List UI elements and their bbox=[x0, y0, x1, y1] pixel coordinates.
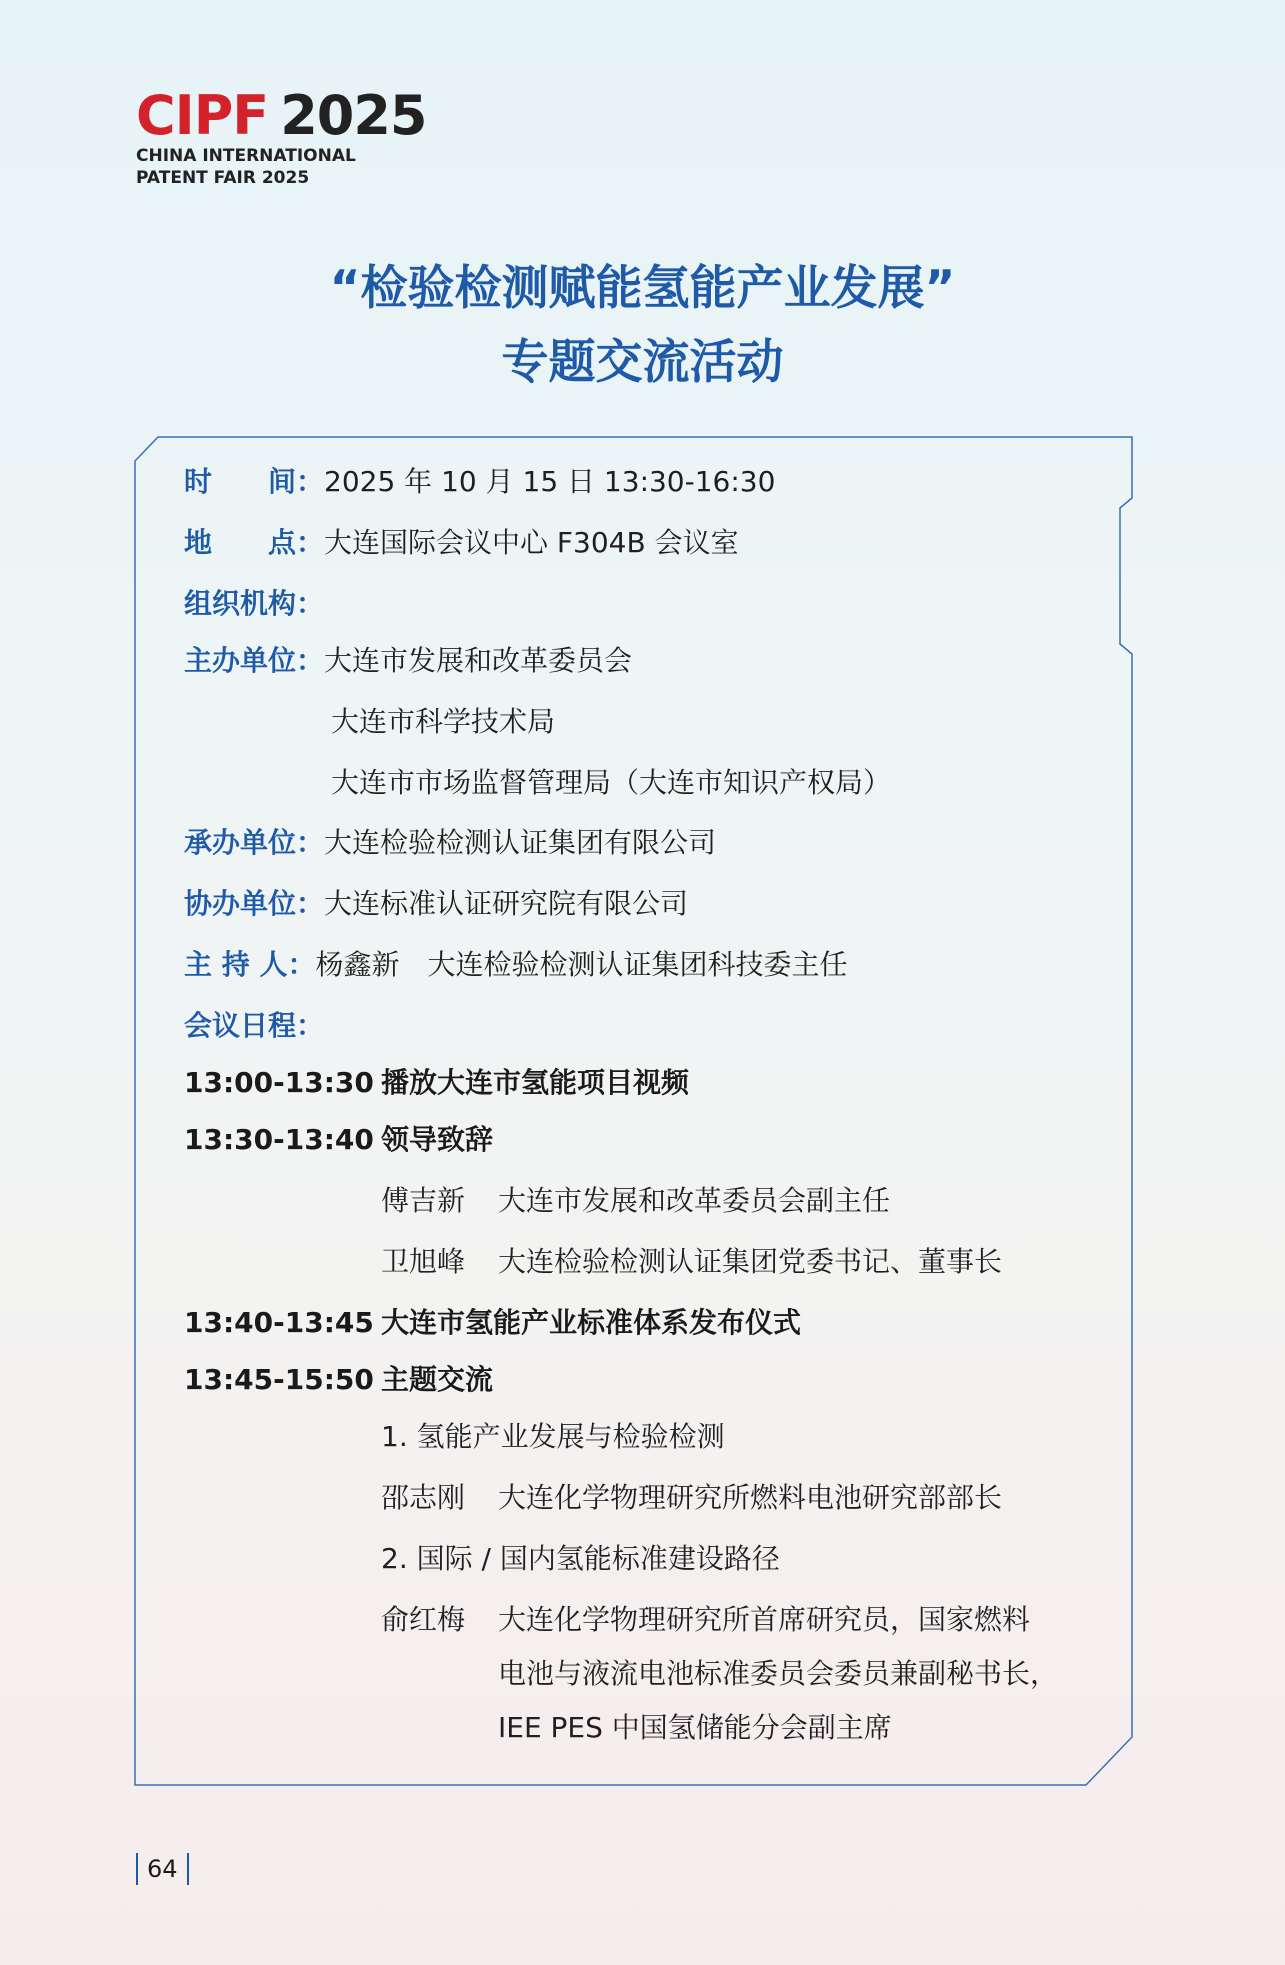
event-title-line2: 专题交流活动 bbox=[501, 335, 784, 390]
place-label: 地 点： bbox=[184, 526, 325, 559]
undertaker-value: 大连检验检测认证集团有限公司 bbox=[324, 826, 717, 859]
host-label: 主办单位： bbox=[184, 644, 325, 677]
moderator-name: 杨鑫新 bbox=[315, 948, 400, 981]
topic-item: 2. 国际 / 国内氢能标准建设路径 bbox=[381, 1542, 780, 1575]
agenda-title: 播放大连市氢能项目视频 bbox=[381, 1066, 690, 1099]
agenda-time: 13:45-15:50 bbox=[184, 1363, 374, 1396]
place-row bbox=[184, 525, 739, 561]
speaker-name: 俞红梅 bbox=[381, 1603, 466, 1636]
co-organizer-row bbox=[184, 886, 688, 922]
host-row bbox=[184, 643, 632, 679]
speaker-role: 大连市发展和改革委员会副主任 bbox=[498, 1184, 891, 1217]
host-item: 大连市科学技术局 bbox=[331, 705, 556, 738]
content-frame bbox=[134, 436, 1135, 1786]
time-value: 2025 年 10 月 15 日 13:30-16:30 bbox=[324, 465, 776, 498]
agenda-time: 13:40-13:45 bbox=[184, 1306, 374, 1339]
speaker-role: 大连化学物理研究所燃料电池研究部部长 bbox=[498, 1481, 1003, 1514]
time-label: 时 间： bbox=[184, 465, 325, 498]
agenda-title: 领导致辞 bbox=[381, 1123, 494, 1156]
agenda-label: 会议日程： bbox=[184, 1009, 325, 1042]
logo-subtitle-line1: CHINA INTERNATIONAL bbox=[136, 146, 356, 166]
undertaker-label: 承办单位： bbox=[184, 826, 325, 859]
moderator-title: 大连检验检测认证集团科技委主任 bbox=[427, 948, 848, 981]
agenda-time: 13:00-13:30 bbox=[184, 1066, 374, 1099]
logo-wordmark bbox=[136, 84, 427, 147]
agenda-time: 13:30-13:40 bbox=[184, 1123, 374, 1156]
speaker-role-line: IEE PES 中国氢储能分会副主席 bbox=[498, 1711, 892, 1744]
speaker-role-line: 电池与液流电池标准委员会委员兼副秘书长， bbox=[498, 1657, 1059, 1690]
cipf-logo bbox=[136, 84, 427, 188]
moderator-row bbox=[184, 947, 848, 983]
co-organizer-label: 协办单位： bbox=[184, 887, 325, 920]
speaker-name: 邵志刚 bbox=[381, 1481, 466, 1514]
organization-label: 组织机构： bbox=[184, 587, 325, 620]
page-number: 64 bbox=[136, 1853, 189, 1885]
co-organizer-value: 大连标准认证研究院有限公司 bbox=[324, 887, 689, 920]
logo-year-text: 2025 bbox=[280, 84, 427, 147]
speaker-role: 大连检验检测认证集团党委书记、董事长 bbox=[498, 1245, 1003, 1278]
speaker-name: 卫旭峰 bbox=[381, 1245, 466, 1278]
speaker-name: 傅吉新 bbox=[381, 1184, 466, 1217]
logo-subtitle-line2: PATENT FAIR 2025 bbox=[136, 168, 310, 188]
topic-item: 1. 氢能产业发展与检验检测 bbox=[381, 1420, 725, 1453]
moderator-label: 主 持 人： bbox=[184, 948, 316, 981]
event-title-line1: “检验检测赋能氢能产业发展” bbox=[329, 261, 956, 316]
agenda-title: 大连市氢能产业标准体系发布仪式 bbox=[381, 1306, 802, 1339]
undertaker-row bbox=[184, 825, 716, 861]
host-item: 大连市市场监督管理局（大连市知识产权局） bbox=[331, 766, 892, 799]
logo-cipf-text: CIPF bbox=[136, 84, 269, 147]
place-value: 大连国际会议中心 F304B 会议室 bbox=[324, 526, 739, 559]
speaker-role-line: 大连化学物理研究所首席研究员，国家燃料 bbox=[498, 1603, 1031, 1636]
agenda-title: 主题交流 bbox=[381, 1363, 494, 1396]
time-row bbox=[184, 464, 775, 500]
host-item: 大连市发展和改革委员会 bbox=[324, 644, 633, 677]
